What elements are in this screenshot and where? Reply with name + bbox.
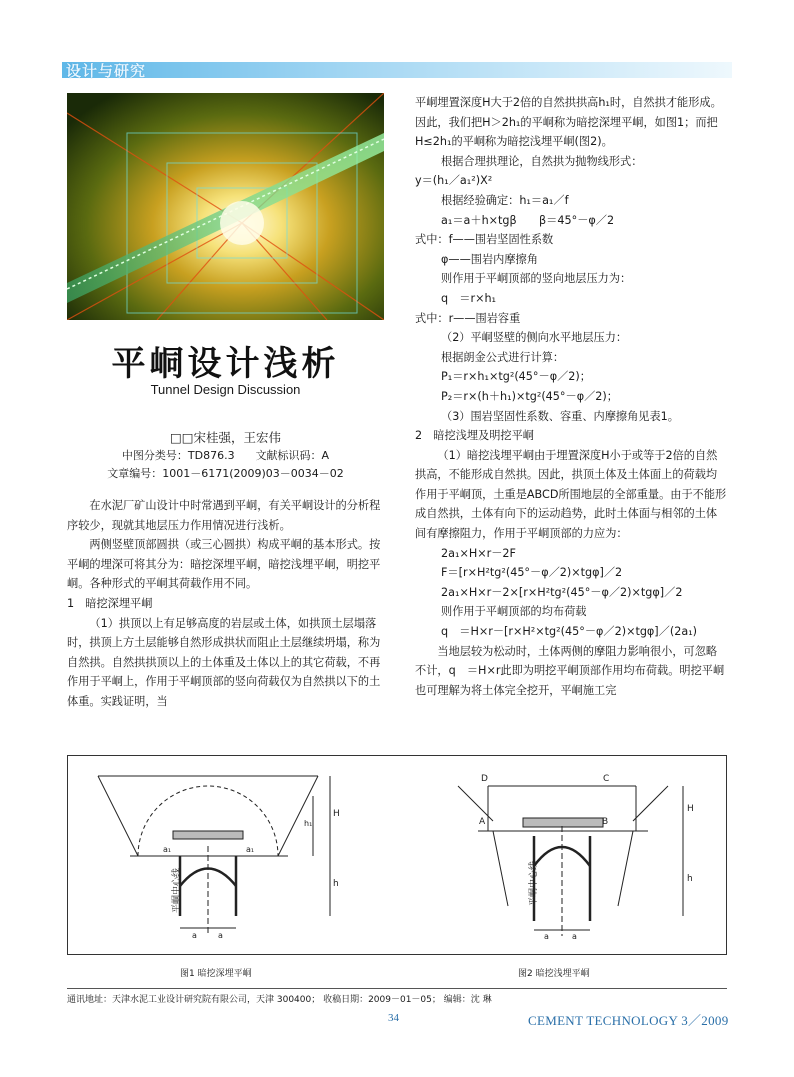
- paragraph: 根据朗金公式进行计算：: [441, 350, 565, 364]
- hero-image: [67, 93, 384, 320]
- paragraph: （1）暗挖浅埋平峒由于埋置深度H小于或等于2倍的自然拱高，不能形成自然拱。因此，拱顶土体及土体面上的荷载均作用于平峒顶，土重是ABCD所围地层的全部重量。由于不能形成自然拱，土体有向下的运动趋势，此时土体面与相邻的土体间有摩擦阻力，作用于平峒顶部的力应为：: [415, 448, 727, 541]
- paragraph: 式中：r——围岩容重: [415, 311, 521, 325]
- paragraph: 根据合理拱理论，自然拱为抛物线形式：: [441, 154, 643, 168]
- classification-line: [67, 447, 384, 463]
- paragraph: 式中：f——围岩坚固性系数: [415, 233, 554, 247]
- formula: P₂＝r×(h＋h₁)×tg²(45°－φ／2)；: [441, 389, 618, 403]
- figure-1-caption: 图1 暗挖深埋平峒: [180, 969, 252, 979]
- paragraph: （2）平峒竖壁的侧向水平地层压力：: [441, 331, 628, 345]
- fig2-B: B: [602, 817, 609, 827]
- paragraph: 平峒埋置深度H大于2倍的自然拱拱高h₁时，自然拱才能形成。因此，我们把H＞2h₁的平峒称为暗挖深埋平峒，如图1；而把H≤2h₁的平峒称为暗挖浅埋平峒(图2)。: [415, 96, 722, 149]
- formula: F＝[r×H²tg²(45°－φ／2)×tgφ]／2: [441, 566, 623, 580]
- fig2-a-left: a: [544, 932, 549, 941]
- figure-1: [98, 776, 330, 934]
- article-title: 平峒设计浅析: [111, 344, 340, 384]
- fig2-h: h: [687, 874, 693, 884]
- paragraph: 则作用于平峒顶部的竖向地层压力为：: [441, 272, 632, 286]
- paragraph: （3）围岩坚固性系数、容重、内摩擦角见表1。: [441, 409, 679, 423]
- section-header-bar: [62, 62, 732, 78]
- paragraph: 两侧竖壁顶部圆拱（或三心圆拱）构成平峒的基本形式。按平峒的埋深可将其分为：暗挖深埋平峒，暗挖浅埋平峒，明挖平峒。各种形式的平峒其荷载作用不同。: [67, 538, 381, 591]
- paragraph: 当地层较为松动时，土体两侧的摩阻力影响很小，可忽略不计，q ＝H×r此即为明挖平峒顶部作用均布荷载。明挖平峒也可理解为将土体完全挖开，平峒施工完: [415, 644, 725, 697]
- fig2-H: H: [687, 804, 694, 814]
- fig1-H: H: [333, 809, 340, 819]
- article-subtitle: Tunnel Design Discussion: [150, 382, 301, 397]
- fig1-a-right: a: [218, 931, 223, 940]
- fig2-C: C: [603, 774, 610, 784]
- paragraph: 根据经验确定：h₁＝a₁／f: [441, 193, 569, 207]
- paragraph: 在水泥厂矿山设计中时常遇到平峒，有关平峒设计的分析程序较少，现就其地层压力作用情况进行浅析。: [67, 499, 381, 532]
- right-column: [415, 93, 728, 700]
- fig1-a1-left: a₁: [163, 845, 172, 854]
- fig2-A: A: [479, 817, 486, 827]
- footer-divider: [67, 988, 727, 989]
- formula: y＝(h₁／a₁²)X²: [415, 174, 493, 188]
- formula: 2a₁×H×r－2F: [441, 546, 516, 560]
- footer-contact: 通讯地址：天津水泥工业设计研究院有限公司，天津 300400； 收稿日期：2009－01－05； 编辑：沈 琳: [67, 995, 492, 1005]
- fig1-centerline-label: 平峒中心线: [172, 867, 182, 913]
- formula: P₁＝r×h₁×tg²(45°－φ／2)；: [441, 370, 591, 384]
- paragraph: （1）拱顶以上有足够高度的岩层或土体，如拱顶土层塌落时，拱顶上方土层能够自然形成拱状而阻止土层继续坍塌，称为自然拱。自然拱拱顶以上的土体重及土体以上的其它荷载，不再作用于平峒上，作用于平峒顶部的竖向荷载仅为自然拱以下的土体重。实践证明，当: [67, 616, 381, 708]
- left-column: [67, 496, 385, 712]
- formula: q ＝r×h₁: [441, 291, 497, 305]
- paragraph: φ——围岩内摩擦角: [441, 252, 538, 266]
- classification-number: 中图分类号：TD876.3: [121, 449, 235, 462]
- formula: 2a₁×H×r－2×[r×H²tg²(45°－φ／2)×tgφ]／2: [441, 585, 683, 599]
- figure-2-caption: 图2 暗挖浅埋平峒: [518, 969, 590, 979]
- journal-name: CEMENT TECHNOLOGY 3／2009: [528, 1013, 729, 1028]
- fig2-a-right: a: [572, 932, 577, 941]
- formula: q ＝H×r－[r×H²×tg²(45°－φ／2)×tgφ]／(2a₁): [441, 625, 698, 639]
- fig1-h: h: [333, 879, 339, 889]
- authors: □□宋桂强，王宏伟: [169, 430, 282, 445]
- fig1-h1: h₁: [304, 819, 313, 828]
- section-heading: 1 暗挖深埋平峒: [67, 596, 153, 610]
- figure-2: [458, 786, 683, 936]
- fig1-a-left: a: [192, 931, 197, 940]
- figure-box: [67, 755, 727, 955]
- fig1-a1-right: a₁: [246, 845, 255, 854]
- paragraph: 则作用于平峒顶部的均布荷载: [441, 605, 587, 619]
- article-number: 文章编号：1001－6171(2009)03－0034－02: [107, 467, 344, 480]
- section-header: 设计与研究: [66, 62, 147, 80]
- document-code: 文献标识码：A: [255, 449, 330, 462]
- page-number: 34: [388, 1012, 399, 1024]
- fig2-centerline-label: 平峒中心线: [529, 860, 539, 906]
- fig2-D: D: [481, 774, 488, 784]
- formula: a₁＝a＋h×tgβ β＝45°－φ／2: [441, 213, 615, 227]
- section-heading: 2 暗挖浅埋及明挖平峒: [415, 429, 534, 443]
